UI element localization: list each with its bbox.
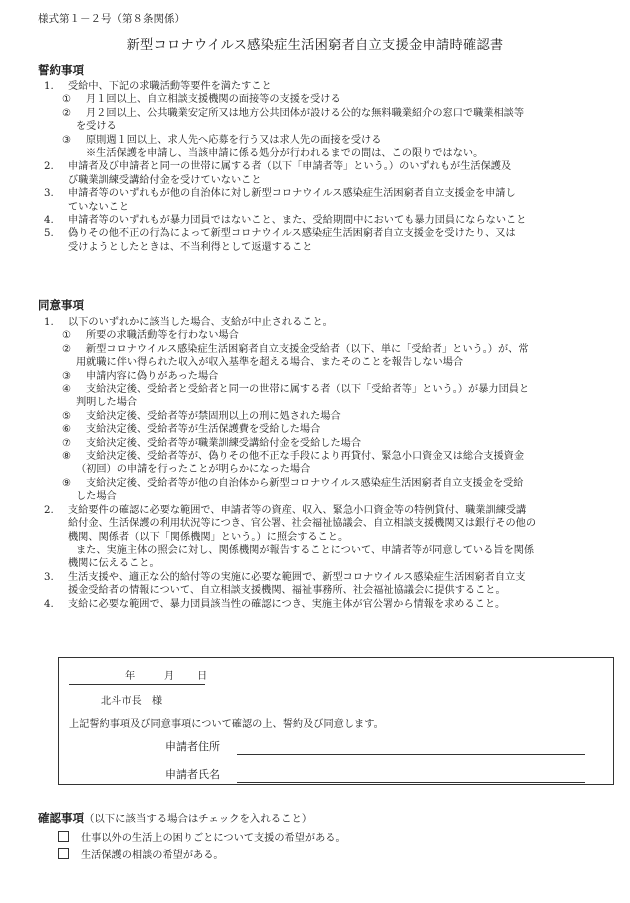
list-item xyxy=(0,329,630,342)
list-item xyxy=(0,107,630,134)
item-text-line: 所要の求職活動等を行わない場合 xyxy=(86,330,239,342)
list-item xyxy=(0,134,630,161)
item-text-line: を受ける xyxy=(76,121,117,133)
item-text-line: 受給中、下記の求職活動等要件を満たすこと xyxy=(68,81,272,92)
item-number: ③ xyxy=(62,134,72,146)
item-number: ⑥ xyxy=(62,424,72,436)
applicant-address-field[interactable] xyxy=(237,753,585,755)
checkbox[interactable] xyxy=(58,831,69,842)
item-number: ② xyxy=(62,343,72,355)
item-number: 2. xyxy=(44,161,54,173)
item-text-line: 支給要件の確認に必要な範囲で、申請者等の資産、収入、緊急小口資金等の特例貸付、職業訓練受講 xyxy=(68,504,527,516)
item-text-line: 以下のいずれかに該当した場合、支給が中止されること。 xyxy=(68,317,333,328)
list-item xyxy=(0,370,630,383)
item-text-line: 支給決定後、受給者等が禁固刑以上の刑に処された場合 xyxy=(86,410,341,422)
list-item xyxy=(0,383,630,410)
item-text-line: 用就職に伴い得られた収入が収入基準を超える場合、またそのことを報告しない場合 xyxy=(76,357,464,369)
confirmation-item xyxy=(58,831,346,845)
list-item xyxy=(0,423,630,436)
item-text-line: び職業訓練受講給付金を受けていないこと xyxy=(68,174,262,186)
item-text-line: 支給決定後、受給者等が職業訓練受講給付金を受給した場合 xyxy=(86,437,362,449)
item-text-line: 支給決定後、受給者等が生活保護費を受給した場合 xyxy=(86,424,321,436)
item-text-line: 月１回以上、自立相談支援機関の面接等の支援を受ける xyxy=(86,94,341,106)
item-text-line: 支給決定後、受給者と受給者と同一の世帯に属する者（以下「受給者等」という。）が暴力団員と xyxy=(86,384,530,396)
item-text-line: 機関、関係者（以下「関係機関」という。）に照会すること。 xyxy=(68,531,349,543)
item-text-line: ていないこと xyxy=(68,201,130,213)
list-item xyxy=(0,450,630,477)
date-line[interactable] xyxy=(69,670,208,685)
item-number: ① xyxy=(62,94,72,106)
confirmation-item xyxy=(58,848,224,862)
item-text-line: 原則週１回以上、求人先へ応募を行う又は求人先の面接を受ける xyxy=(86,134,382,146)
item-text-line: 給付金、生活保護の利用状況等につき、官公署、社会福祉協議会、自立相談支援機関又は銀行その他の xyxy=(68,518,537,530)
list-item xyxy=(0,227,630,254)
item-number: 4. xyxy=(44,598,54,610)
checkbox[interactable] xyxy=(58,848,69,859)
item-number: 1. xyxy=(44,81,54,92)
item-text-line: 申請者等のいずれもが他の自治体に対し新型コロナウイルス感染症生活困窮者自立支援金を申請し xyxy=(68,188,516,200)
confirmation-item-label: 生活保護の相談の希望がある。 xyxy=(81,850,224,861)
consent-statement: 上記誓約事項及び同意事項について確認の上、誓約及び同意します。 xyxy=(69,719,384,730)
item-text-line: 申請者及び申請者と同一の世帯に属する者（以下「申請者等」という。）のいずれもが生活保護及 xyxy=(68,161,512,173)
item-text-line: 受けようとしたときは、不当利得として返還すること xyxy=(68,241,313,253)
list-item xyxy=(0,437,630,450)
item-text-line: ※生活保護を申請し、当該申請に係る処分が行われるまでの間は、この限りではない。 xyxy=(86,148,484,160)
item-number: ② xyxy=(62,107,72,119)
list-item xyxy=(0,504,630,571)
list-item xyxy=(0,410,630,423)
list-item xyxy=(0,93,630,106)
consent-heading: 同意事項 xyxy=(38,298,84,312)
item-text-line: 支給に必要な範囲で、暴力団員該当性の確認につき、実施主体が官公署から情報を求めること。 xyxy=(68,598,506,610)
applicant-name-label: 申請者氏名 xyxy=(165,768,220,781)
list-item xyxy=(0,343,630,370)
consent-list xyxy=(0,316,630,611)
item-number: ⑧ xyxy=(62,451,72,463)
list-item xyxy=(0,571,630,598)
item-text-line: 申請内容に偽りがあった場合 xyxy=(86,370,219,382)
day-label: 日 xyxy=(197,671,208,682)
item-number: ④ xyxy=(62,384,72,396)
list-item xyxy=(0,477,630,504)
item-text-line: 支給決定後、受給者等が他の自治体から新型コロナウイルス感染症生活困窮者自立支援金を受給 xyxy=(86,477,524,489)
list-item xyxy=(0,214,630,227)
item-text-line: 偽りその他不正の行為によって新型コロナウイルス感染症生活困窮者自立支援金を受けたり、又は xyxy=(68,228,516,240)
item-text-line: また、実施主体の照会に対し、関係機関が報告することについて、申請者等が同意している旨を関係 xyxy=(76,544,535,556)
item-number: 3. xyxy=(44,188,54,200)
item-number: 1. xyxy=(44,317,54,328)
item-text-line: （初回）の申請を行ったことが明らかになった場合 xyxy=(76,464,311,476)
item-number: ⑤ xyxy=(62,410,72,422)
item-text-line: 生活支援や、適正な公的給付等の実施に必要な範囲で、新型コロナウイルス感染症生活困窮者自立支 xyxy=(68,571,526,583)
item-text-line: した場合 xyxy=(76,491,117,503)
confirmation-item-label: 仕事以外の生活上の困りごとについて支援の希望がある。 xyxy=(81,833,346,844)
addressee: 北斗市長 様 xyxy=(101,696,163,707)
form-number: 様式第１－２号（第８条関係） xyxy=(38,13,185,25)
list-item xyxy=(0,598,630,611)
signature-box xyxy=(58,657,614,785)
item-number: ⑨ xyxy=(62,477,72,489)
item-text-line: 援金受給者の情報について、自立相談支援機関、福祉事務所、社会福祉協議会に提供すること。 xyxy=(68,585,506,597)
month-label: 月 xyxy=(164,671,175,682)
item-text-line: 申請者等のいずれもが暴力団員ではないこと、また、受給期間中においても暴力団員にならないこと xyxy=(68,215,527,227)
applicant-name-field[interactable] xyxy=(237,781,585,783)
item-number: 3. xyxy=(44,571,54,583)
item-text-line: 機関に伝えること。 xyxy=(68,558,160,570)
confirmation-note: （以下に該当する場合はチェックを入れること） xyxy=(84,813,313,825)
applicant-address-label: 申請者住所 xyxy=(165,740,220,753)
item-number: 5. xyxy=(44,228,54,240)
year-label: 年 xyxy=(125,671,136,682)
confirmation-heading-text: 確認事項 xyxy=(38,811,84,825)
list-item xyxy=(0,316,630,329)
list-item xyxy=(0,160,630,187)
list-item xyxy=(0,80,630,93)
item-number: 2. xyxy=(44,504,54,516)
item-text-line: 新型コロナウイルス感染症生活困窮者自立支援金受給者（以下、単に「受給者」という。）が、常 xyxy=(86,343,529,355)
item-text-line: 支給決定後、受給者等が、偽りその他不正な手段により再貸付、緊急小口資金又は総合支援資金 xyxy=(86,451,525,463)
item-text-line: 月２回以上、公共職業安定所又は地方公共団体が設ける公的な無料職業紹介の窓口で職業相談等 xyxy=(86,107,525,119)
document-title: 新型コロナウイルス感染症生活困窮者自立支援金申請時確認書 xyxy=(126,38,504,53)
item-number: ③ xyxy=(62,370,72,382)
pledge-list xyxy=(0,80,630,254)
item-number: 4. xyxy=(44,215,54,227)
item-number: ⑦ xyxy=(62,437,72,449)
list-item xyxy=(0,187,630,214)
confirmation-heading xyxy=(38,812,312,826)
pledge-heading: 誓約事項 xyxy=(38,63,84,77)
item-number: ① xyxy=(62,330,72,342)
item-text-line: 判明した場合 xyxy=(76,397,138,409)
